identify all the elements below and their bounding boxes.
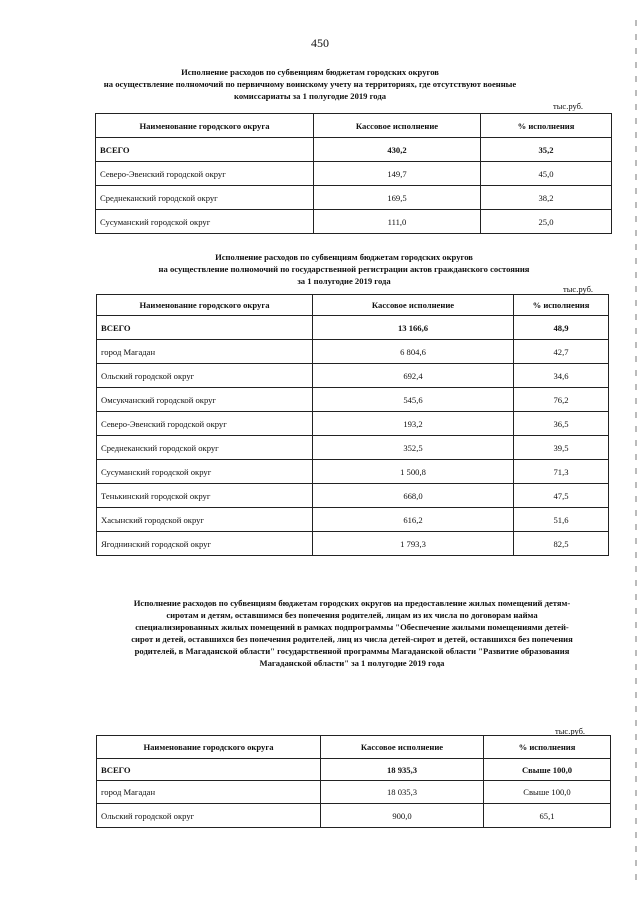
table-total-row <box>96 138 612 162</box>
total-label: ВСЕГО <box>97 316 313 340</box>
total-percent: 35,2 <box>481 138 612 162</box>
percent-value: Свыше 100,0 <box>484 781 611 804</box>
section-3-title-line: родителей, в Магаданской области" государственной программы Магаданской области "Развитие образования <box>134 646 570 656</box>
table-row <box>96 162 612 186</box>
table-row <box>97 412 609 436</box>
district-name: Хасынский городской округ <box>97 508 313 532</box>
table-row <box>97 484 609 508</box>
total-cash: 13 166,6 <box>313 316 514 340</box>
percent-value: 47,5 <box>514 484 609 508</box>
cash-value: 1 500,8 <box>313 460 514 484</box>
cash-value: 668,0 <box>313 484 514 508</box>
cash-value: 692,4 <box>313 364 514 388</box>
table-row <box>97 460 609 484</box>
table-row <box>97 781 611 804</box>
section-2-table <box>96 294 609 556</box>
section-3-title-line: Исполнение расходов по субвенциям бюджетам городских округов на предоставление жилых помещений детям- <box>133 598 571 608</box>
header-percent: % исполнения <box>481 114 612 138</box>
table-row <box>97 436 609 460</box>
total-cash: 430,2 <box>314 138 481 162</box>
cash-value: 149,7 <box>314 162 481 186</box>
section-3-unit: тыс.руб. <box>555 726 586 736</box>
percent-value: 38,2 <box>481 186 612 210</box>
header-district: Наименование городского округа <box>97 295 313 316</box>
section-3-title-line: сирот и детей, оставшихся без попечения родителей, лиц из числа детей-сирот и детей, оставшихся без попечения <box>131 634 573 644</box>
section-3-title <box>96 597 608 669</box>
district-name: Сусуманский городской округ <box>96 210 314 234</box>
total-label: ВСЕГО <box>97 759 321 781</box>
percent-value: 76,2 <box>514 388 609 412</box>
table-row <box>97 804 611 828</box>
district-name: Северо-Эвенский городской округ <box>96 162 314 186</box>
table-row <box>96 186 612 210</box>
percent-value: 39,5 <box>514 436 609 460</box>
district-name: Среднеканский городской округ <box>97 436 313 460</box>
percent-value: 42,7 <box>514 340 609 364</box>
cash-value: 616,2 <box>313 508 514 532</box>
percent-value: 34,6 <box>514 364 609 388</box>
percent-value: 36,5 <box>514 412 609 436</box>
section-3-title-line: специализированных жилых помещений в рамках подпрограммы "Обеспечение жилыми помещениями детей- <box>135 622 569 632</box>
district-name: город Магадан <box>97 340 313 364</box>
cash-value: 18 035,3 <box>321 781 484 804</box>
cash-value: 900,0 <box>321 804 484 828</box>
table-row <box>97 388 609 412</box>
cash-value: 169,5 <box>314 186 481 210</box>
section-2-title-line: за 1 полугодие 2019 года <box>297 276 391 286</box>
table-row <box>96 210 612 234</box>
cash-value: 352,5 <box>313 436 514 460</box>
percent-value: 45,0 <box>481 162 612 186</box>
scan-edge-marks <box>635 20 637 880</box>
cash-value: 193,2 <box>313 412 514 436</box>
table-row <box>97 508 609 532</box>
district-name: Ольский городской округ <box>97 804 321 828</box>
total-cash: 18 935,3 <box>321 759 484 781</box>
cash-value: 111,0 <box>314 210 481 234</box>
district-name: Среднеканский городской округ <box>96 186 314 210</box>
header-percent: % исполнения <box>514 295 609 316</box>
section-1-title-line: на осуществление полномочий по первичному воинскому учету на территориях, где отсутствуют военные <box>103 79 517 89</box>
header-district: Наименование городского округа <box>96 114 314 138</box>
district-name: Сусуманский городской округ <box>97 460 313 484</box>
table-row <box>97 532 609 556</box>
section-3-title-line: Магаданской области" за 1 полугодие 2019 года <box>259 658 445 668</box>
header-district: Наименование городского округа <box>97 736 321 759</box>
district-name: Тенькинский городской округ <box>97 484 313 508</box>
section-1-title-line: Исполнение расходов по субвенциям бюджетам городских округов <box>181 67 439 77</box>
section-1-title <box>95 66 525 102</box>
table-total-row <box>97 759 611 781</box>
percent-value: 25,0 <box>481 210 612 234</box>
section-2-title-line: Исполнение расходов по субвенциям бюджетам городских округов <box>215 252 473 262</box>
cash-value: 1 793,3 <box>313 532 514 556</box>
section-1-unit: тыс.руб. <box>553 101 584 111</box>
header-percent: % исполнения <box>484 736 611 759</box>
table-row <box>97 364 609 388</box>
district-name: город Магадан <box>97 781 321 804</box>
percent-value: 65,1 <box>484 804 611 828</box>
table-header-row <box>97 736 611 759</box>
percent-value: 82,5 <box>514 532 609 556</box>
table-row <box>97 340 609 364</box>
section-1-table <box>95 113 612 234</box>
percent-value: 71,3 <box>514 460 609 484</box>
header-cash: Кассовое исполнение <box>321 736 484 759</box>
total-percent: 48,9 <box>514 316 609 340</box>
table-total-row <box>97 316 609 340</box>
section-2-unit: тыс.руб. <box>563 284 594 294</box>
cash-value: 545,6 <box>313 388 514 412</box>
district-name: Ольский городской округ <box>97 364 313 388</box>
percent-value: 51,6 <box>514 508 609 532</box>
section-3-table <box>96 735 611 828</box>
total-percent: Свыше 100,0 <box>484 759 611 781</box>
total-label: ВСЕГО <box>96 138 314 162</box>
section-3-title-line: сиротам и детям, оставшимся без попечения родителей, лицам из их числа по договорам найма <box>166 610 538 620</box>
district-name: Северо-Эвенский городской округ <box>97 412 313 436</box>
section-2-title <box>96 251 592 287</box>
district-name: Ягоднинский городской округ <box>97 532 313 556</box>
header-cash: Кассовое исполнение <box>314 114 481 138</box>
section-1-title-line: комиссариаты за 1 полугодие 2019 года <box>233 91 386 101</box>
page-number: 450 <box>311 36 329 50</box>
cash-value: 6 804,6 <box>313 340 514 364</box>
section-2-title-line: на осуществление полномочий по государственной регистрации актов гражданского состояния <box>158 264 530 274</box>
header-cash: Кассовое исполнение <box>313 295 514 316</box>
table-header-row <box>97 295 609 316</box>
district-name: Омсукчанский городской округ <box>97 388 313 412</box>
table-header-row <box>96 114 612 138</box>
